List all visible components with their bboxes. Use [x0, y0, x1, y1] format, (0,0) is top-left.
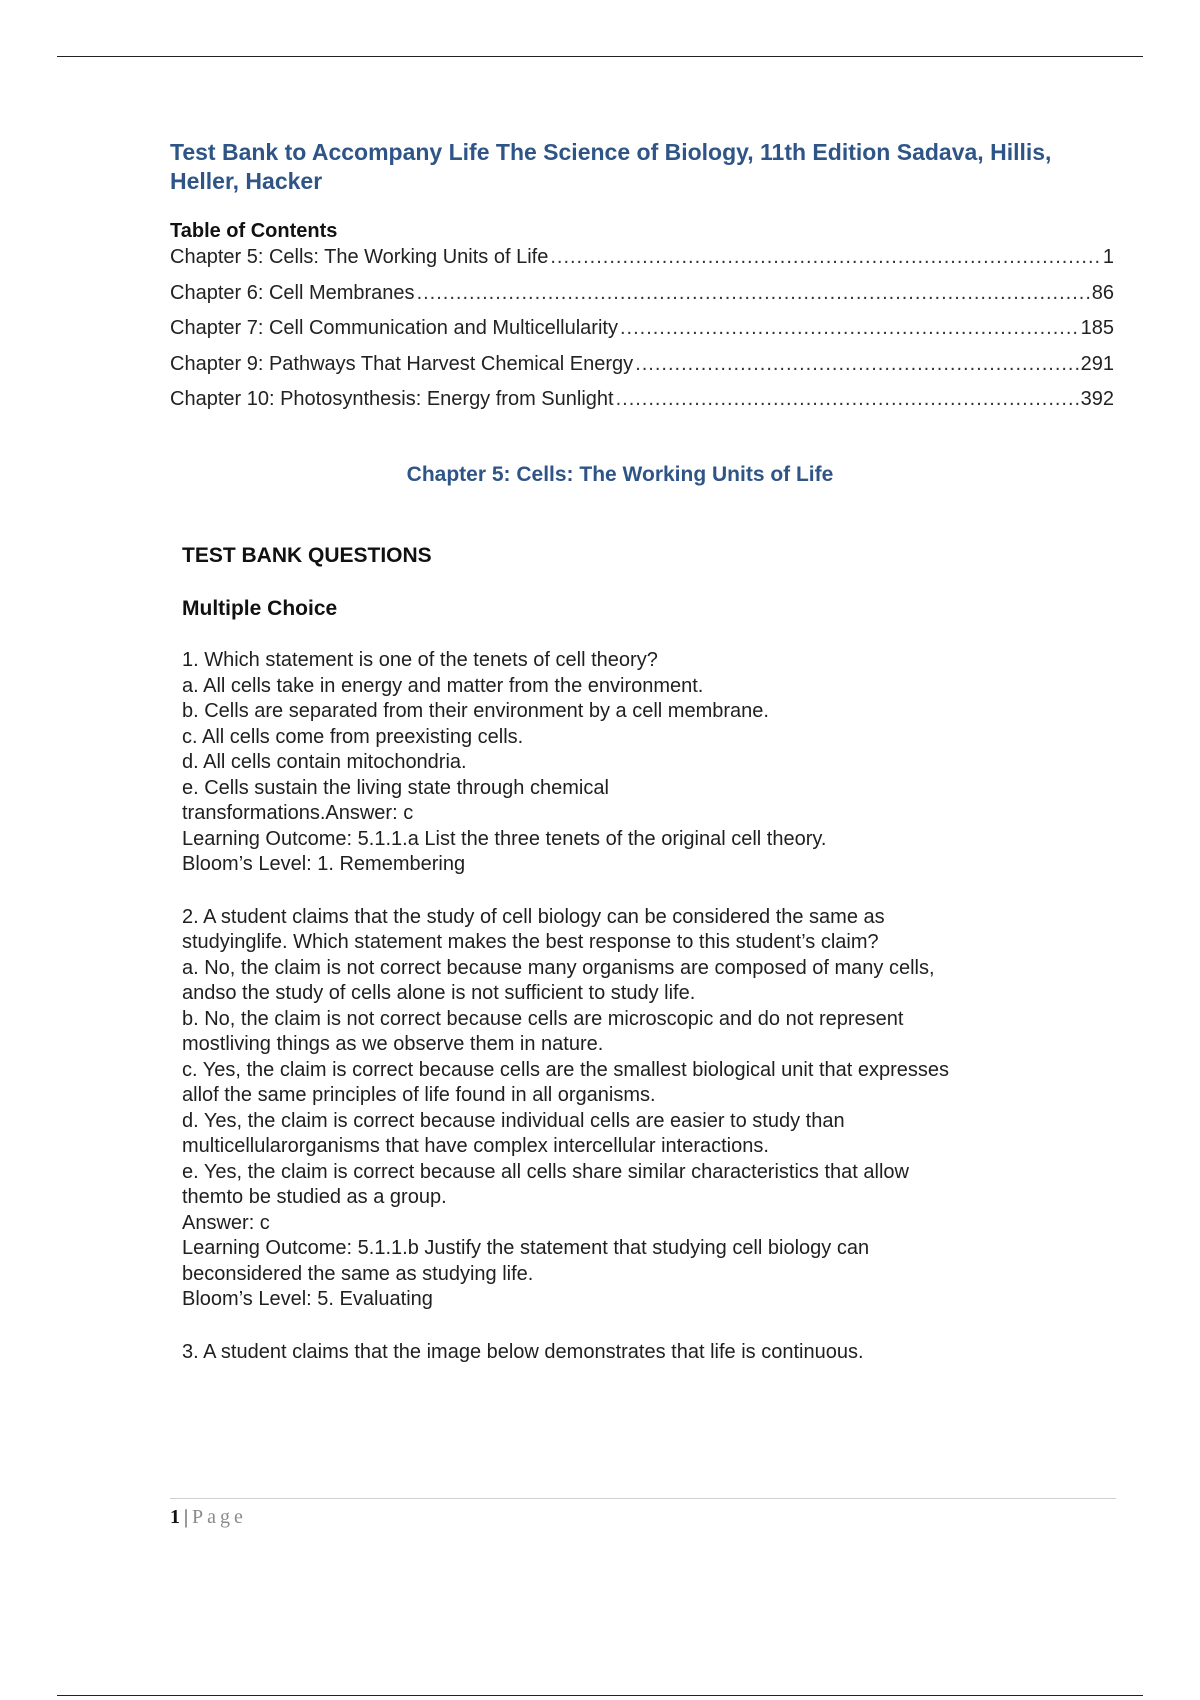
- toc-entry-title: Chapter 9: Pathways That Harvest Chemical Energy: [170, 352, 634, 375]
- answer-option: multicellularorganisms that have complex intercellular interactions.: [182, 1135, 769, 1157]
- answer-option: mostliving things as we observe them in nature.: [182, 1033, 604, 1055]
- toc-entry-page: 1: [1102, 246, 1114, 268]
- answer-option: a. No, the claim is not correct because many organisms are composed of many cells,: [182, 956, 935, 979]
- table-of-contents: [170, 246, 1114, 424]
- answer-option: themto be studied as a group.: [182, 1186, 447, 1208]
- toc-entry-title: Chapter 5: Cells: The Working Units of Life: [170, 246, 549, 268]
- sub-heading: Multiple Choice: [182, 597, 338, 620]
- answer-option: c. All cells come from preexisting cells.: [182, 725, 524, 748]
- answer-option: d. All cells contain mitochondria.: [182, 751, 467, 773]
- section-heading: TEST BANK QUESTIONS: [182, 544, 432, 567]
- toc-leader-dots: [550, 246, 1101, 269]
- question-list: [182, 648, 1082, 1392]
- toc-entry[interactable]: [170, 246, 1114, 282]
- top-rule: [57, 56, 1143, 57]
- learning-outcome: Learning Outcome: 5.1.1.a List the three tenets of the original cell theory.: [182, 827, 827, 850]
- toc-heading: Table of Contents: [170, 220, 338, 242]
- learning-outcome: beconsidered the same as studying life.: [182, 1262, 534, 1285]
- blooms-level: Bloom’s Level: 1. Remembering: [182, 853, 466, 875]
- answer-option: e. Yes, the claim is correct because all cells share similar characteristics that allow: [182, 1160, 909, 1183]
- answer-option: d. Yes, the claim is correct because individual cells are easier to study than: [182, 1109, 845, 1132]
- toc-entry-page: 86: [1091, 281, 1114, 304]
- answer-option: b. Cells are separated from their environment by a cell membrane.: [182, 700, 769, 722]
- toc-entry[interactable]: [170, 388, 1114, 424]
- question-text: 2. A student claims that the study of cell biology can be considered the same as: [182, 905, 885, 928]
- toc-entry-page: 392: [1080, 388, 1114, 410]
- question-2: [182, 905, 1082, 1313]
- toc-leader-dots: [616, 388, 1079, 411]
- toc-entry[interactable]: [170, 282, 1114, 318]
- footer-separator: |: [184, 1506, 189, 1528]
- page-label: Page: [192, 1506, 247, 1528]
- question-3: [182, 1340, 1082, 1366]
- toc-leader-dots: [635, 353, 1078, 376]
- learning-outcome: Learning Outcome: 5.1.1.b Justify the statement that studying cell biology can: [182, 1237, 870, 1259]
- answer-option: a. All cells take in energy and matter from the environment.: [182, 674, 704, 697]
- question-text: 3. A student claims that the image below demonstrates that life is continuous.: [182, 1340, 864, 1363]
- blooms-level: Bloom’s Level: 5. Evaluating: [182, 1288, 433, 1310]
- answer-option: c. Yes, the claim is correct because cells are the smallest biological unit that expresses: [182, 1058, 950, 1081]
- toc-entry[interactable]: [170, 317, 1114, 353]
- answer-option: andso the study of cells alone is not sufficient to study life.: [182, 982, 696, 1004]
- toc-entry-page: 291: [1080, 352, 1114, 375]
- footer-rule: [170, 1498, 1116, 1499]
- toc-entry-title: Chapter 6: Cell Membranes: [170, 281, 415, 304]
- bottom-rule: [57, 1695, 1143, 1696]
- toc-entry-title: Chapter 7: Cell Communication and Multicellularity: [170, 317, 618, 339]
- answer-line: transformations.Answer: c: [182, 802, 414, 824]
- toc-entry-title: Chapter 10: Photosynthesis: Energy from Sunlight: [170, 388, 614, 410]
- question-text: studyinglife. Which statement makes the best response to this student’s claim?: [182, 931, 879, 953]
- toc-leader-dots: [417, 282, 1090, 305]
- page-number: 1: [170, 1506, 180, 1528]
- toc-leader-dots: [620, 317, 1079, 340]
- toc-entry-page: 185: [1080, 317, 1114, 339]
- answer-line: Answer: c: [182, 1211, 270, 1234]
- toc-entry[interactable]: [170, 353, 1114, 389]
- page-footer: [170, 1506, 247, 1529]
- chapter-heading: Chapter 5: Cells: The Working Units of Life: [406, 463, 834, 486]
- question-text: 1. Which statement is one of the tenets of cell theory?: [182, 649, 658, 671]
- answer-option: b. No, the claim is not correct because cells are microscopic and do not represent: [182, 1007, 904, 1030]
- answer-option: e. Cells sustain the living state through chemical: [182, 776, 609, 799]
- question-1: [182, 648, 1082, 878]
- answer-option: allof the same principles of life found in all organisms.: [182, 1084, 656, 1106]
- document-title: Test Bank to Accompany Life The Science of Biology, 11th Edition Sadava, Hillis, Heller, Hacker: [170, 139, 1052, 194]
